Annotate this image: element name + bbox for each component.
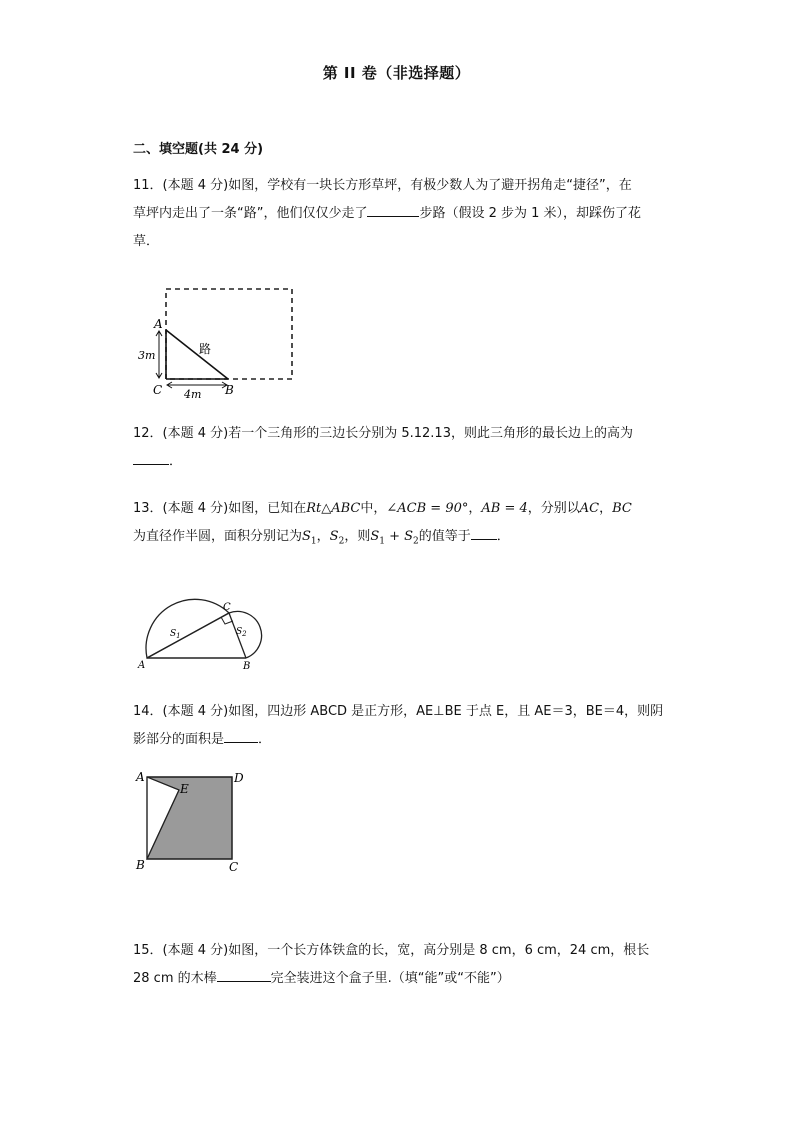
question-12 bbox=[133, 420, 665, 476]
figure-q13 bbox=[133, 588, 268, 673]
point-e-label: E bbox=[180, 782, 189, 796]
q11-line1: 11．(本题 4 分)如图，学校有一块长方形草坪，有极少数人为了避开拐角走“捷径”，在 bbox=[133, 178, 632, 193]
shaded-region bbox=[147, 777, 232, 859]
point-c-label: C bbox=[229, 860, 239, 874]
road-label: 路 bbox=[199, 342, 212, 356]
figure-q11 bbox=[130, 282, 305, 402]
q14-line1: 14．(本题 4 分)如图，四边形 ABCD 是正方形，AE⊥BE 于点 E，且 AE＝3，BE＝4，则阴 bbox=[133, 704, 664, 719]
point-c-label: C bbox=[223, 602, 231, 613]
q15-line2: 28 cm 的木棒 完全装进这个盒子里.（填“能”或“不能”） bbox=[133, 965, 665, 993]
point-a-label: A bbox=[138, 660, 146, 671]
q13-line1: 13．(本题 4 分)如图，已知在Rt△ABC中，∠ACB = 90°，AB = 4，分别以AC，BC bbox=[133, 501, 632, 516]
area-s2-label: $S_2$ bbox=[236, 627, 247, 638]
side-3m-label: 3m bbox=[138, 349, 156, 362]
question-13 bbox=[133, 495, 665, 556]
point-a-label: A bbox=[136, 770, 145, 784]
area-s1-label: $S_1$ bbox=[170, 629, 181, 640]
figure-q14 bbox=[130, 766, 250, 878]
answer-blank-15[interactable] bbox=[217, 967, 271, 982]
answer-blank-12[interactable] bbox=[133, 450, 169, 465]
point-d-label: D bbox=[234, 771, 244, 785]
answer-blank-13[interactable] bbox=[471, 525, 497, 540]
q12-line1: 12．(本题 4 分)若一个三角形的三边长分别为 5.12.13，则此三角形的最长边上的高为 bbox=[133, 426, 633, 441]
semicircle-s1 bbox=[146, 599, 229, 658]
point-b-label: B bbox=[243, 661, 251, 672]
point-b-label: B bbox=[225, 383, 234, 397]
point-c-label: C bbox=[153, 383, 163, 397]
question-14 bbox=[133, 698, 665, 754]
page-title: 第 II 卷（非选择题） bbox=[322, 64, 471, 82]
q11-line2: 草坪内走出了一条“路”，他们仅仅少走了 步路（假设 2 步为 1 米），却踩伤了花 bbox=[133, 200, 665, 228]
answer-blank-11[interactable] bbox=[367, 202, 419, 217]
side-ac bbox=[147, 613, 229, 658]
question-11 bbox=[133, 172, 665, 256]
q15-line1: 15．(本题 4 分)如图，一个长方体铁盒的长，宽，高分别是 8 cm，6 cm，24 cm，根长 bbox=[133, 943, 650, 958]
question-15 bbox=[133, 937, 665, 993]
road-line bbox=[166, 330, 228, 379]
q12-line2: ． bbox=[133, 448, 665, 476]
lawn-rect bbox=[166, 289, 292, 379]
side-4m-label: 4m bbox=[184, 388, 202, 401]
point-b-label: B bbox=[136, 858, 145, 872]
point-a-label: A bbox=[154, 317, 163, 331]
answer-blank-14[interactable] bbox=[224, 728, 258, 743]
q13-line2: 为直径作半圆，面积分别记为$S_1$，$S_2$，则$S_1 + S_2$的值等于 ． bbox=[133, 523, 665, 556]
q14-line2: 影部分的面积是 ． bbox=[133, 726, 665, 754]
section-heading: 二、填空题(共 24 分) bbox=[133, 142, 264, 157]
q11-line3: 草． bbox=[133, 234, 160, 249]
